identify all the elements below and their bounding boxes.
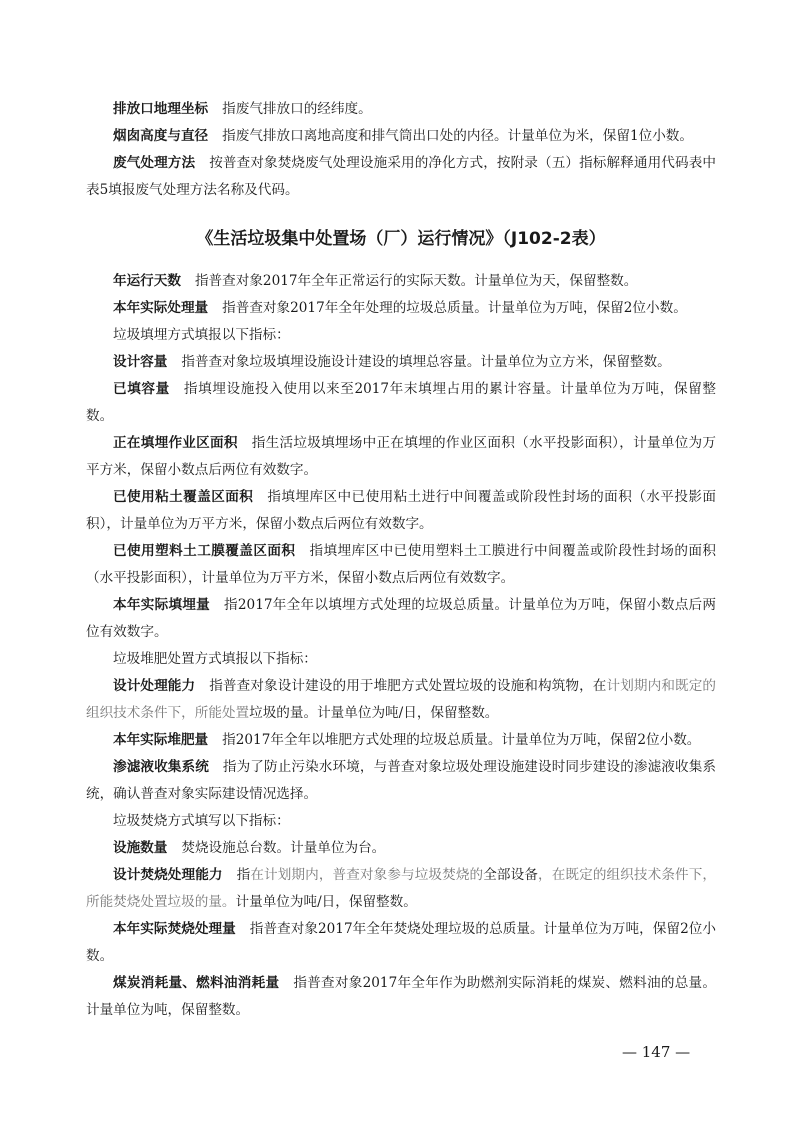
definition-paragraph	[86, 754, 716, 808]
section-paragraphs	[86, 268, 716, 1024]
definition-paragraph	[86, 808, 716, 835]
definition-text: 指	[236, 867, 251, 883]
definition-paragraph	[86, 96, 716, 123]
definition-paragraph	[86, 916, 716, 970]
term-label: 本年实际填埋量	[113, 597, 211, 613]
definition-paragraph	[86, 349, 716, 376]
definition-text: 指为了防止污染水环境，与普查对象垃圾处理设施建设时同步建设的渗滤液收集系统，确认普查对象实际建设情况选择。	[86, 759, 717, 802]
term-label: 本年实际焚烧处理量	[113, 921, 236, 937]
definition-paragraph	[86, 646, 716, 673]
definition-text: 指普查对象垃圾填埋设施设计建设的填埋总容量。计量单位为立方米，保留整数。	[181, 354, 671, 370]
definition-paragraph	[86, 484, 716, 538]
definition-text: 指废气排放口的经纬度。	[222, 101, 372, 117]
definition-paragraph	[86, 322, 716, 349]
definition-text: 焚烧设施总台数。计量单位为台。	[181, 840, 386, 856]
term-label: 年运行天数	[113, 273, 181, 289]
term-label: 烟囱高度与直径	[113, 128, 209, 144]
definition-text: 按普查对象焚烧废气处理设施采用的净化方式，按附录（五）指标解释通用代码表中表5填报废气处理方法名称及代码。	[86, 155, 716, 198]
term-label: 正在填埋作业区面积	[113, 435, 238, 451]
term-label: 煤炭消耗量、燃料油消耗量	[113, 975, 280, 991]
definition-paragraph	[86, 727, 716, 754]
definition-text: 指填埋库区中已使用塑料土工膜进行中间覆盖或阶段性封场的面积（水平投影面积），计量单位为万平方米，保留小数点后两位有效数字。	[86, 543, 717, 586]
term-label: 设计处理能力	[113, 678, 196, 694]
definition-text: 指填埋设施投入使用以来至2017年末填埋占用的累计容量。计量单位为万吨，保留整数。	[86, 381, 717, 424]
definition-text: 垃圾填埋方式填报以下指标：	[113, 327, 290, 343]
term-label: 设计容量	[113, 354, 168, 370]
definition-paragraph	[86, 376, 716, 430]
term-label: 渗滤液收集系统	[113, 759, 209, 775]
definition-text: 指废气排放口离地高度和排气筒出口处的内径。计量单位为米，保留1位小数。	[222, 128, 693, 144]
definition-text: 指普查对象2017年全年作为助燃剂实际消耗的煤炭、燃料油的总量。计量单位为吨，保留整数。	[86, 975, 717, 1018]
definition-text: 计划期内和既定的组织技术条件下，所能处置	[86, 678, 717, 721]
definition-text: 计量单位为吨/日，保留整数。	[235, 894, 417, 910]
definition-paragraph	[86, 970, 716, 1024]
definition-paragraph	[86, 150, 716, 204]
definition-text: 垃圾堆肥处置方式填报以下指标：	[113, 651, 317, 667]
definition-text: 指2017年全年以堆肥方式处理的垃圾总质量。计量单位为万吨，保留2位小数。	[222, 732, 701, 748]
term-label: 本年实际堆肥量	[113, 732, 209, 748]
term-label: 排放口地理坐标	[113, 101, 209, 117]
definition-text: 指普查对象2017年全年处理的垃圾总质量。计量单位为万吨，保留2位小数。	[222, 300, 687, 316]
definition-text: 垃圾焚烧方式填写以下指标：	[113, 813, 290, 829]
term-label: 本年实际处理量	[113, 300, 209, 316]
definition-text: 全部设备	[483, 867, 539, 883]
intro-paragraphs	[86, 96, 716, 204]
term-label: 设计焚烧处理能力	[113, 867, 223, 883]
definition-paragraph	[86, 862, 716, 916]
definition-paragraph	[86, 123, 716, 150]
definition-text: 指生活垃圾填埋场中正在填埋的作业区面积（水平投影面积），计量单位为万平方米，保留小数点后两位有效数字。	[86, 435, 717, 478]
term-label: 已使用粘土覆盖区面积	[113, 489, 254, 505]
definition-paragraph	[86, 673, 716, 727]
definition-text: 指普查对象设计建设的用于堆肥方式处置垃圾的设施和构筑物，在	[209, 678, 607, 694]
definition-text: 指填埋库区中已使用粘土进行中间覆盖或阶段性封场的面积（水平投影面积），计量单位为万平方米，保留小数点后两位有效数字。	[86, 489, 716, 532]
definition-paragraph	[86, 538, 716, 592]
definition-paragraph	[86, 592, 716, 646]
definition-text: 指2017年全年以填埋方式处理的垃圾总质量。计量单位为万吨，保留小数点后两位有效数字。	[86, 597, 717, 640]
term-label: 设施数量	[113, 840, 168, 856]
definition-text: 在计划期内，普查对象参与垃圾焚烧的	[250, 867, 484, 883]
definition-text: ，在既定的组织技术条件下，所能焚烧处置垃圾的量。	[86, 867, 717, 910]
page-number: — 147 —	[622, 1043, 691, 1061]
term-label: 废气处理方法	[113, 155, 196, 171]
definition-paragraph	[86, 268, 716, 295]
term-label: 已填容量	[113, 381, 170, 397]
section-title: 《生活垃圾集中处置场（厂）运行情况》（J102-2表）	[196, 229, 606, 249]
definition-paragraph	[86, 295, 716, 322]
definition-text: 指普查对象2017年全年焚烧处理垃圾的总质量。计量单位为万吨，保留2位小数。	[86, 921, 717, 964]
document-body	[86, 96, 716, 1024]
term-label: 已使用塑料土工膜覆盖区面积	[113, 543, 296, 559]
definition-paragraph	[86, 430, 716, 484]
definition-paragraph	[86, 835, 716, 862]
definition-text: 指普查对象2017年全年正常运行的实际天数。计量单位为天，保留整数。	[194, 273, 638, 289]
definition-text: 垃圾的量。计量单位为吨/日，保留整数。	[249, 705, 499, 721]
